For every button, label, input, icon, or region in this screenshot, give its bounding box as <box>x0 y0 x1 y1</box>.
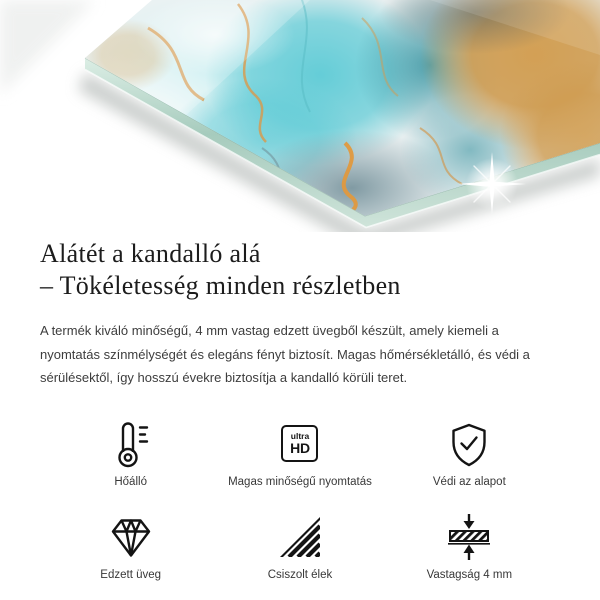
feature-label: Edzett üveg <box>100 568 162 581</box>
thermometer-icon <box>111 421 151 467</box>
content-area <box>0 238 600 581</box>
feature-protects-base <box>385 421 554 488</box>
wall-shading <box>0 0 95 95</box>
shield-check-icon <box>446 421 492 467</box>
feature-label: Magas minőségű nyomtatás <box>228 475 372 488</box>
section-title <box>40 238 560 302</box>
feature-print-quality <box>215 421 384 488</box>
feature-label: Hőálló <box>114 475 147 488</box>
ultra-hd-icon-text-top: ultra <box>290 431 310 441</box>
polished-edges-icon <box>277 514 323 560</box>
product-image <box>0 0 600 232</box>
feature-label: Csiszolt élek <box>267 568 333 581</box>
ultra-hd-icon <box>281 421 318 467</box>
feature-tempered-glass <box>46 514 215 581</box>
thickness-icon <box>443 514 495 560</box>
section-description: A termék kiváló minőségű, 4 mm vastag edzett üvegből készült, amely kiemeli a nyomtatás színmélységét és elegáns fényt biztosít. Magas hőmérsékletálló, és védi a sérülésektől, így hosszú évekre biztosítja a kandalló körüli teret. <box>40 323 530 385</box>
section-title-line-2: – Tökéletesség minden részletben <box>40 271 401 300</box>
feature-grid <box>40 421 560 581</box>
diamond-icon <box>106 514 156 560</box>
feature-heat-resistant <box>46 421 215 488</box>
feature-label: Vastagság 4 mm <box>426 568 513 581</box>
feature-polished-edges <box>215 514 384 581</box>
ultra-hd-icon-text-bottom: HD <box>290 440 310 456</box>
section-title-line-1: Alátét a kandalló alá <box>40 239 261 268</box>
feature-thickness <box>385 514 554 581</box>
feature-label: Védi az alapot <box>432 475 506 488</box>
